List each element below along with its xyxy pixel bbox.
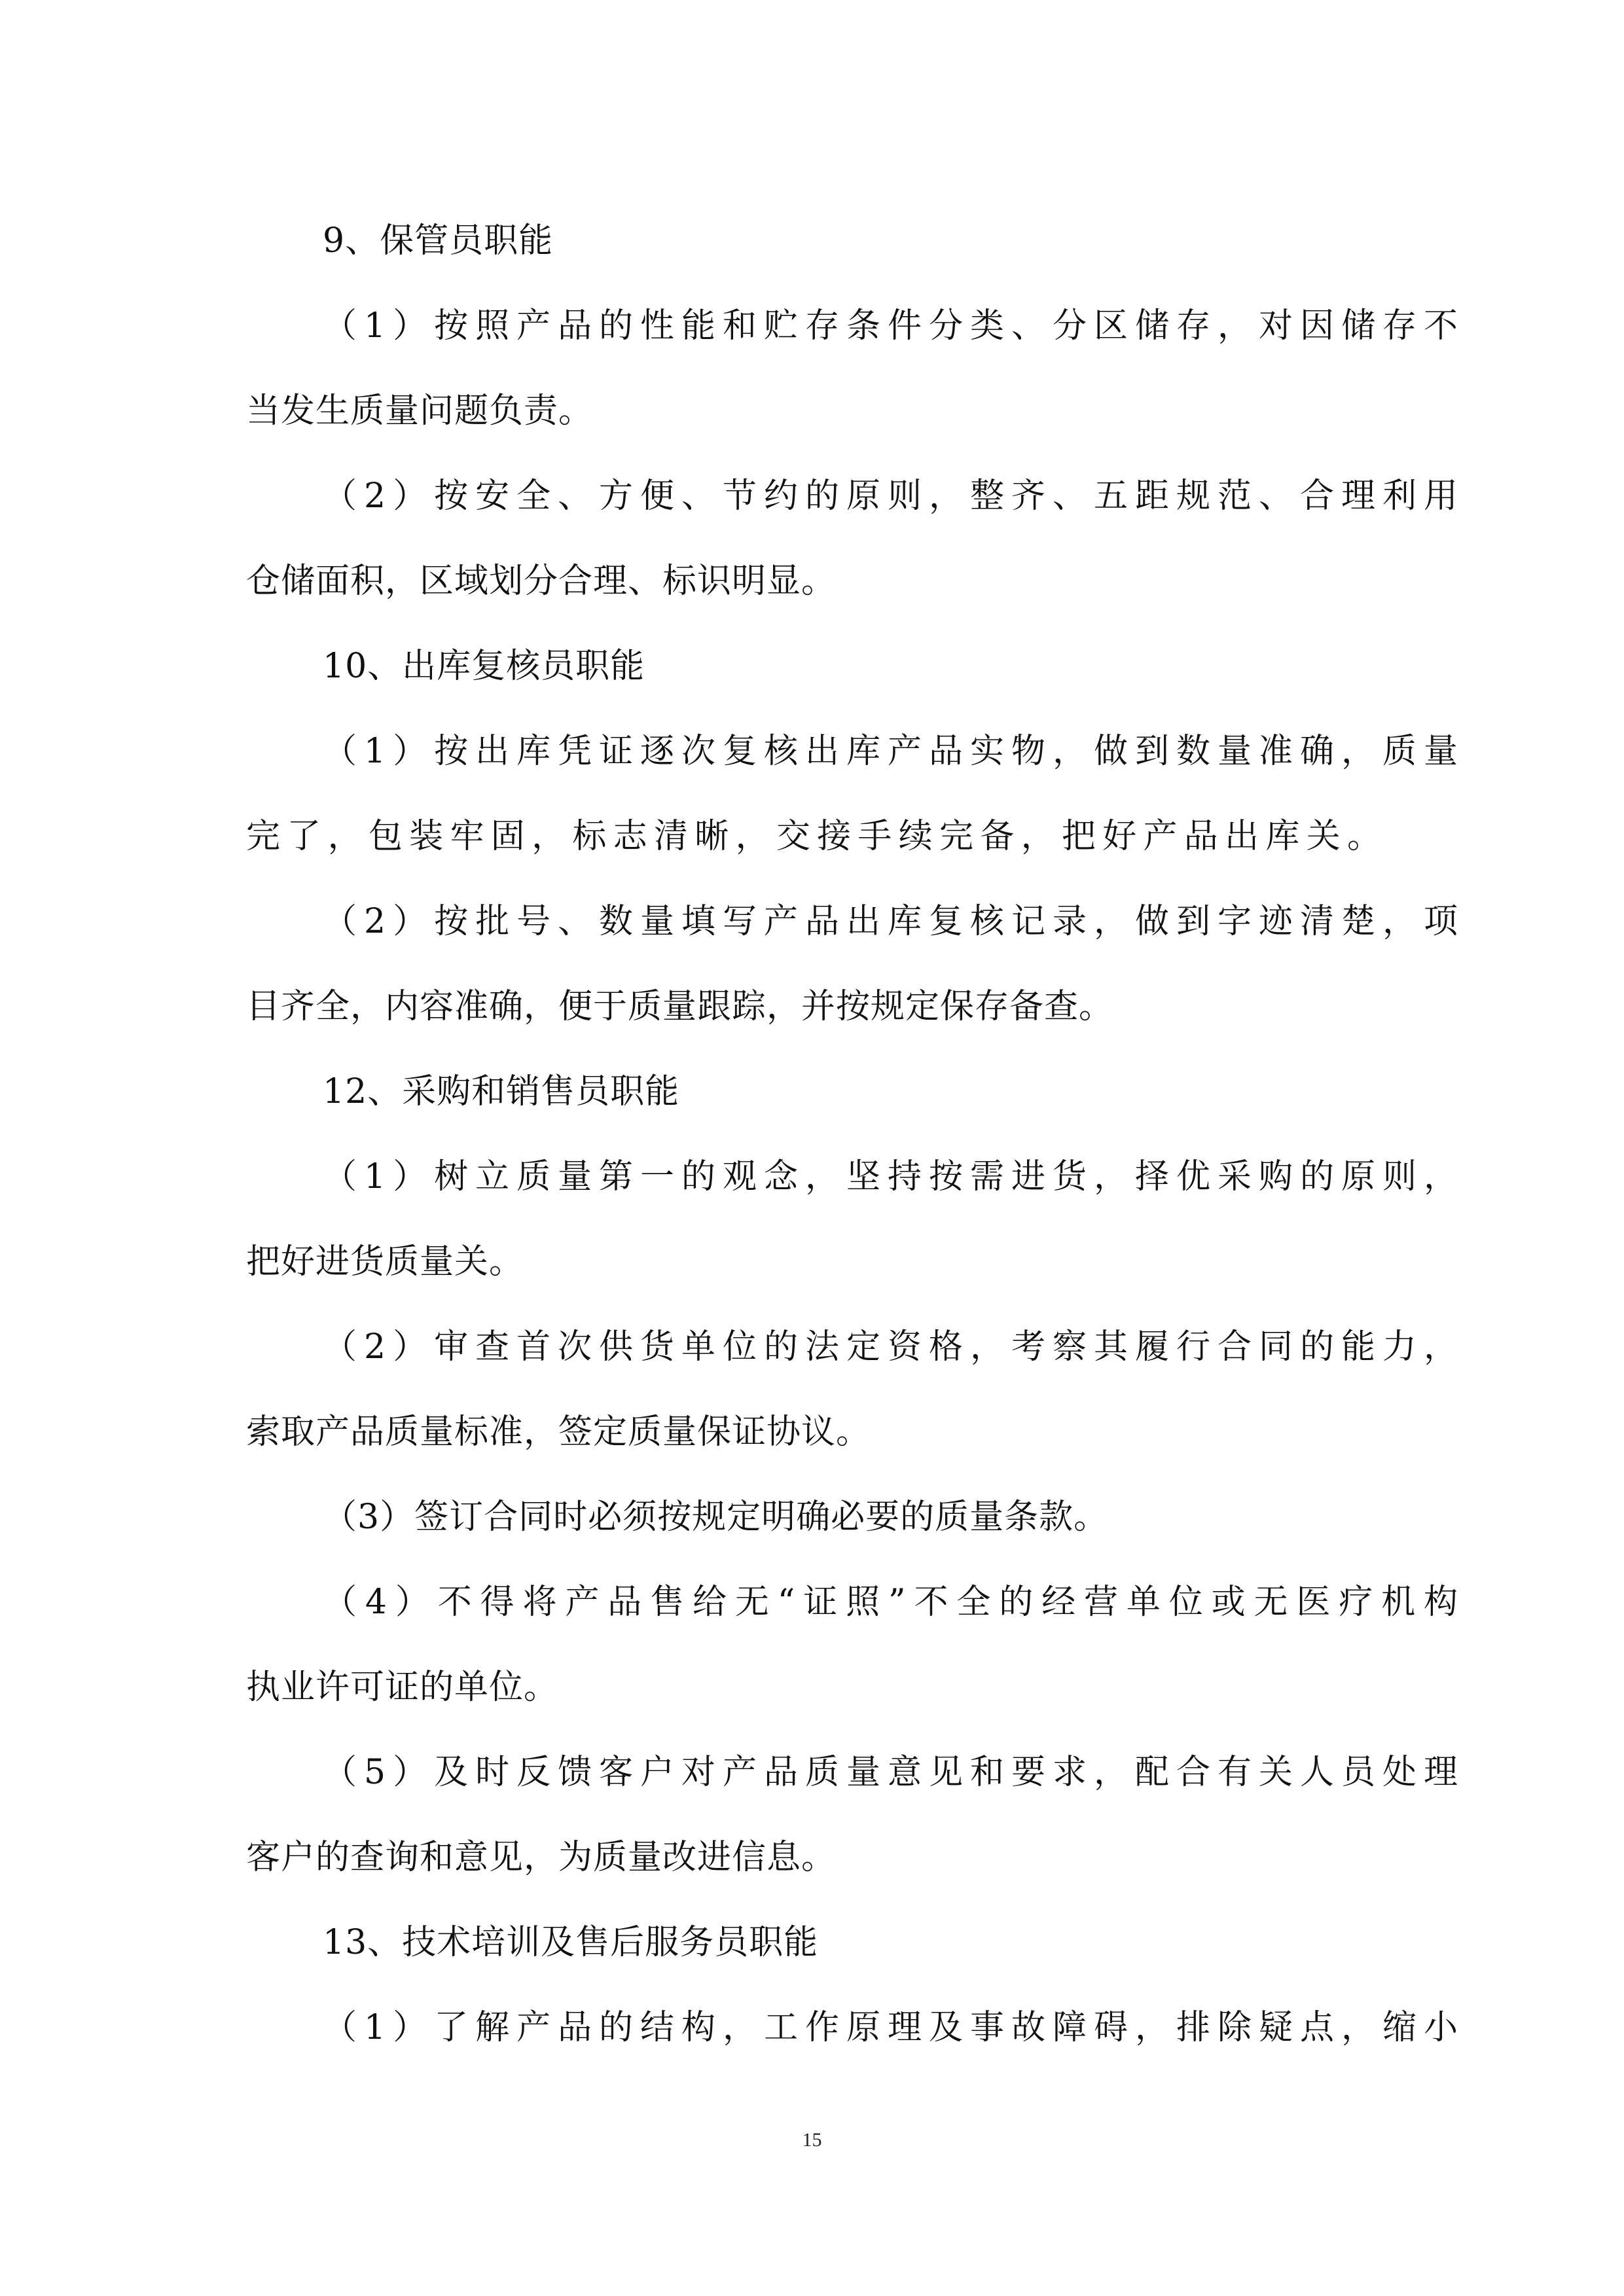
paragraph-line: （1）按照产品的性能和贮存条件分类、分区储存，对因储存不 <box>323 306 1458 346</box>
paragraph-line: （1）树立质量第一的观念，坚持按需进货，择优采购的原则， <box>323 1157 1458 1196</box>
paragraph-line: 完了，包装牢固，标志清晰，交接手续完备，把好产品出库关。 <box>246 817 1382 856</box>
paragraph-line: （1）按出库凭证逐次复核出库产品实物，做到数量准确，质量 <box>323 732 1458 771</box>
page-number: 15 <box>802 2129 822 2151</box>
paragraph-line: （5）及时反馈客户对产品质量意见和要求，配合有关人员处理 <box>323 1753 1458 1792</box>
paragraph-line: （2）按批号、数量填写产品出库复核记录，做到字迹清楚，项 <box>323 902 1458 941</box>
paragraph-line: （2）审查首次供货单位的法定资格，考察其履行合同的能力， <box>323 1327 1458 1367</box>
paragraph-line: 仓储面积，区域划分合理、标识明显。 <box>246 562 837 601</box>
paragraph-line: （4）不得将产品售给无“证照”不全的经营单位或无医疗机构 <box>323 1583 1458 1622</box>
paragraph-line: 目齐全，内容准确，便于质量跟踪，并按规定保存备查。 <box>246 987 1114 1026</box>
section-heading-purchasing-sales: 12、采购和销售员职能 <box>323 1072 680 1111</box>
paragraph-line: 客户的查询和意见，为质量改进信息。 <box>246 1838 837 1877</box>
section-heading-storekeeper: 9、保管员职能 <box>323 221 554 260</box>
paragraph-line: （2）按安全、方便、节约的原则，整齐、五距规范、合理利用 <box>323 476 1458 516</box>
paragraph-line: （1）了解产品的结构，工作原理及事故障碍，排除疑点，缩小 <box>323 2008 1458 2047</box>
section-heading-training-service: 13、技术培训及售后服务员职能 <box>323 1923 819 1962</box>
paragraph-line: 把好进货质量关。 <box>246 1242 524 1282</box>
section-heading-outbound-checker: 10、出库复核员职能 <box>323 647 645 686</box>
paragraph-line: 索取产品质量标准，签定质量保证协议。 <box>246 1412 871 1452</box>
paragraph-line: 当发生质量问题负责。 <box>246 391 594 431</box>
paragraph-line: （3）签订合同时必须按规定明确必要的质量条款。 <box>323 1498 1109 1537</box>
paragraph-line: 执业许可证的单位。 <box>246 1668 559 1707</box>
